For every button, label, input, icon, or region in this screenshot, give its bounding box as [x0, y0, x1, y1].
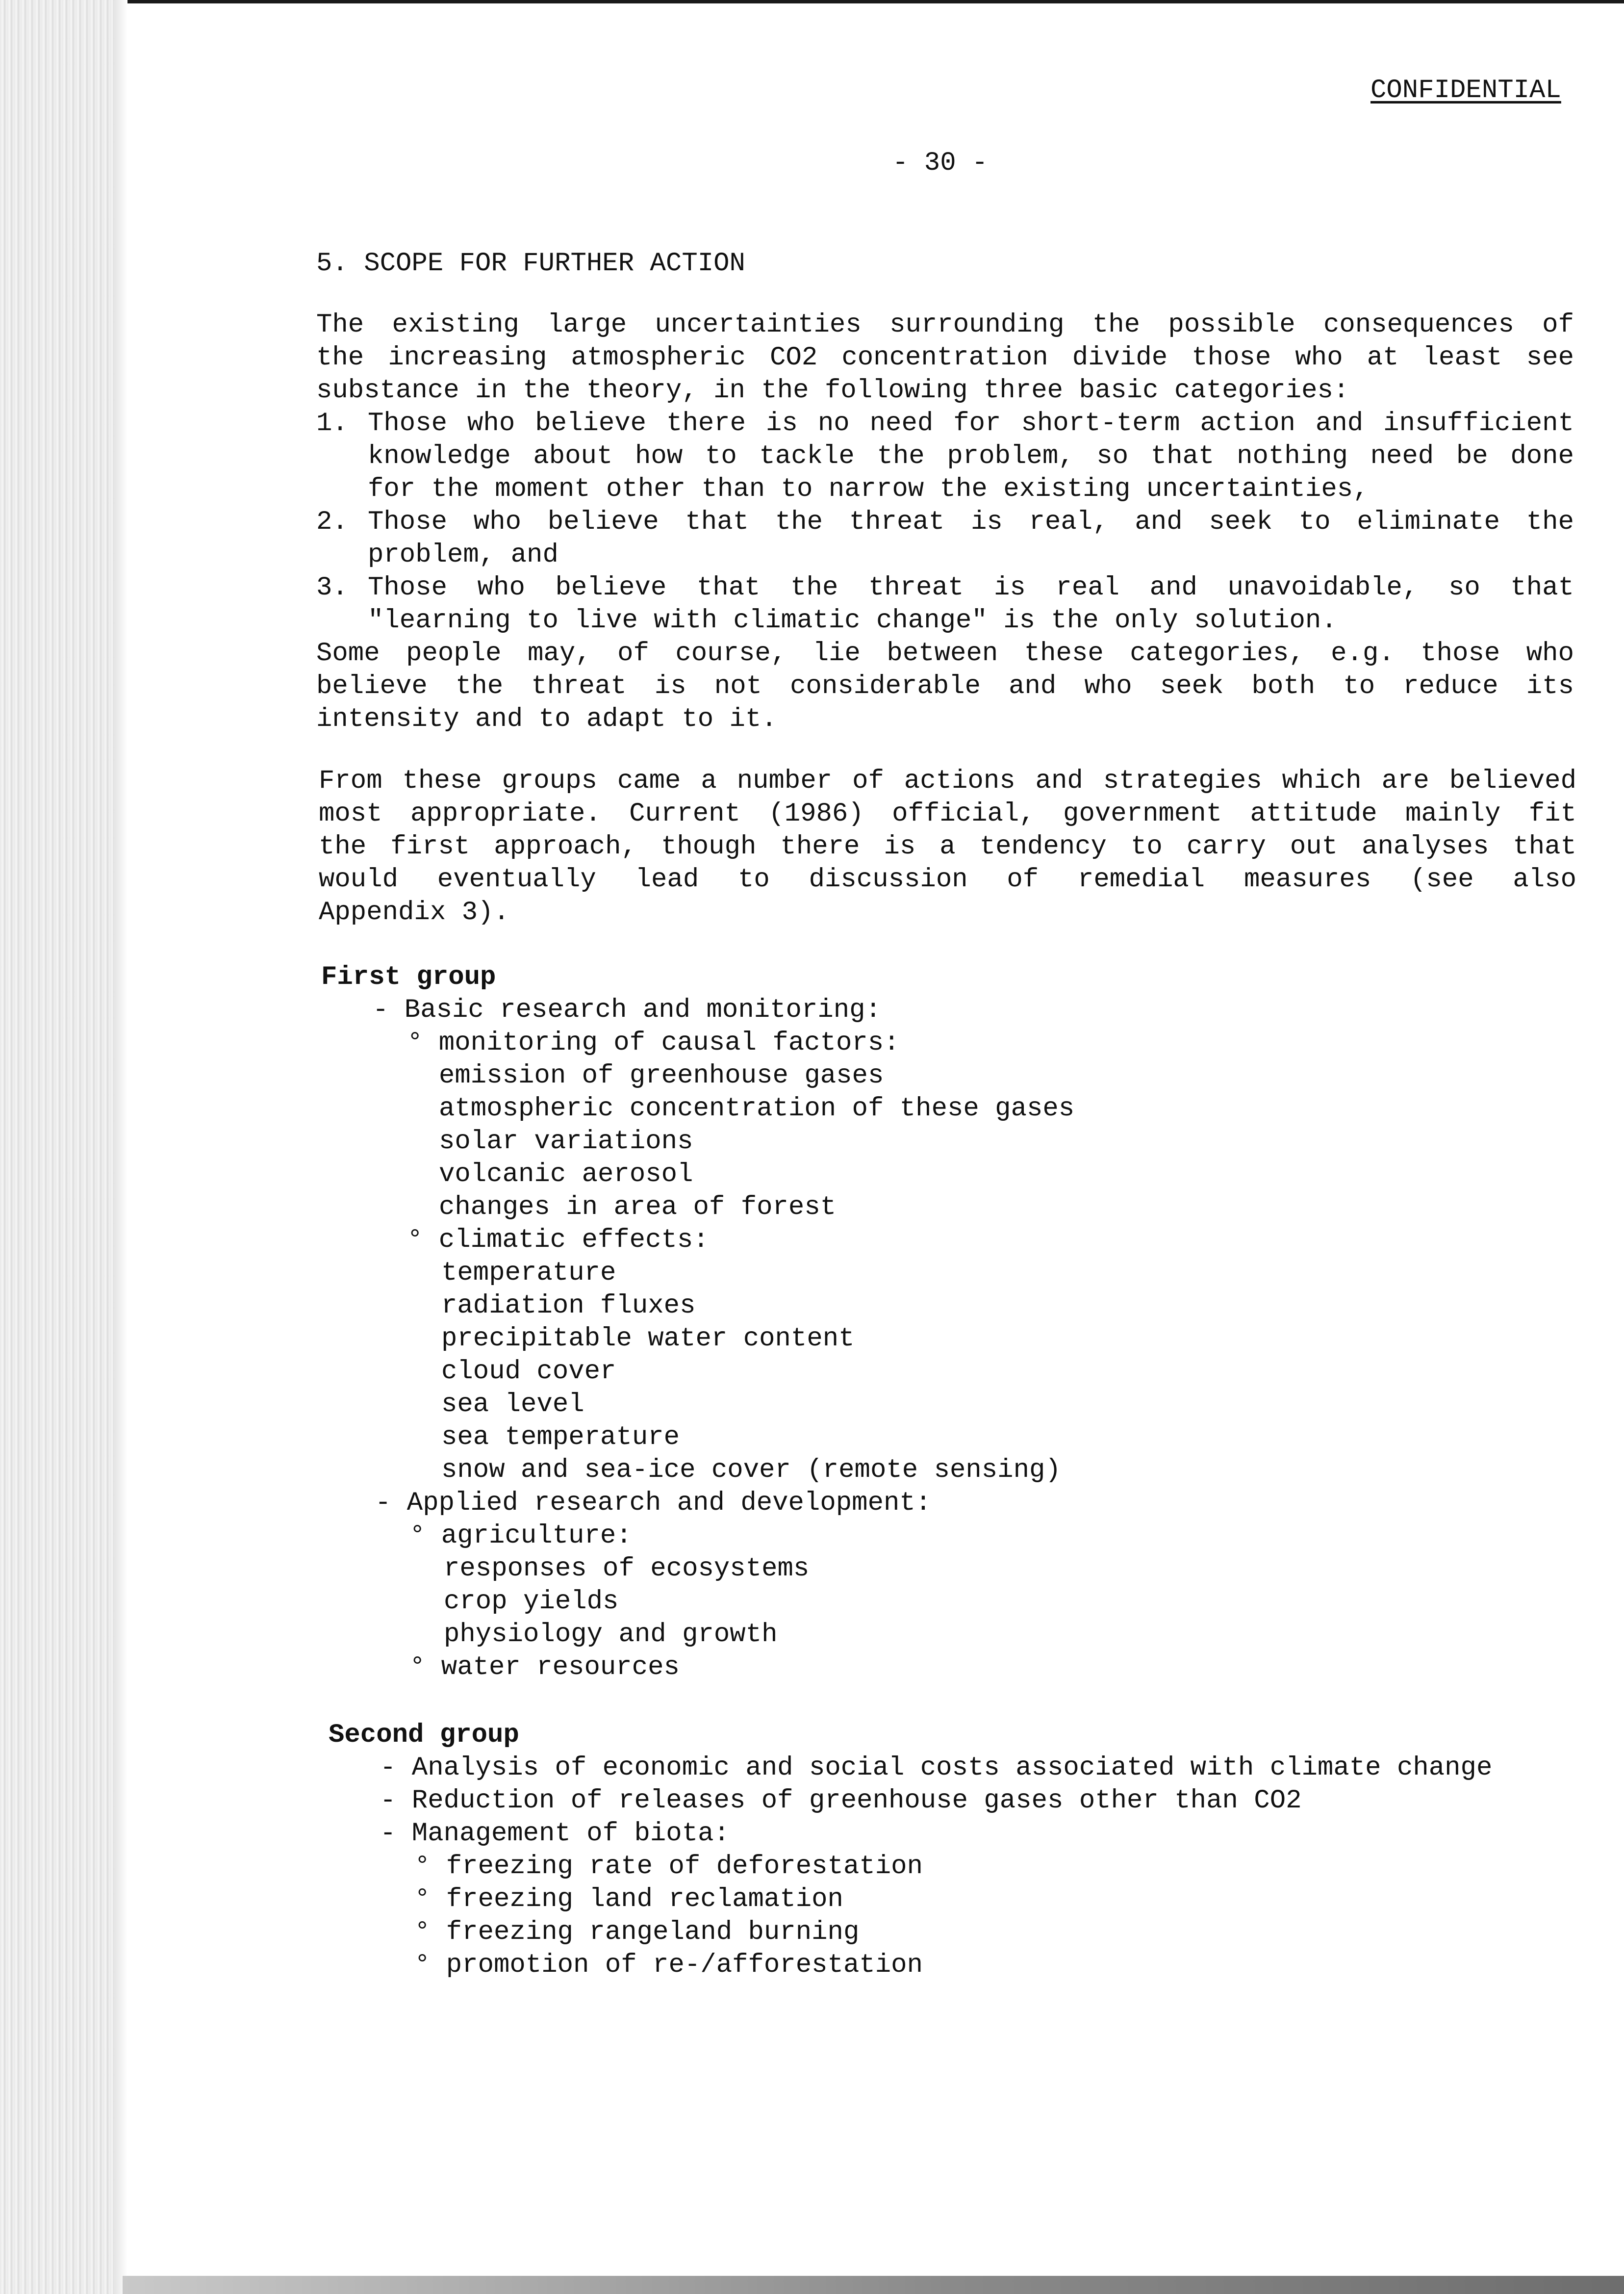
first-group-item: - Basic research and monitoring:	[373, 995, 881, 1025]
first-group-entry: temperature	[441, 1258, 616, 1288]
category-line: Those who believe that the threat is real and unavoidable, so that	[368, 573, 1574, 603]
first-group-entry: radiation fluxes	[441, 1291, 696, 1321]
first-group-subitem: ° monitoring of causal factors:	[407, 1028, 900, 1058]
page-number: - 30 -	[892, 148, 988, 178]
intermediate-line: intensity and to adapt to it.	[316, 704, 777, 734]
second-group-item: - Management of biota:	[380, 1819, 730, 1849]
first-group-entry: precipitable water content	[441, 1324, 855, 1354]
binding-shadow	[113, 0, 127, 2294]
intro-line: substance in the theory, in the following three basic categories:	[316, 376, 1349, 406]
first-group-subitem: ° water resources	[409, 1652, 680, 1682]
page-bottom-edge	[123, 2276, 1624, 2294]
confidential-label: CONFIDENTIAL	[1370, 76, 1561, 105]
strategies-line: Appendix 3).	[319, 898, 509, 928]
second-group-item: - Reduction of releases of greenhouse gases other than CO2	[380, 1786, 1302, 1816]
first-group-entry: emission of greenhouse gases	[439, 1061, 884, 1091]
first-group-item: - Applied research and development:	[375, 1488, 932, 1518]
first-group-entry: atmospheric concentration of these gases	[439, 1094, 1075, 1124]
category-line: for the moment other than to narrow the existing uncertainties,	[368, 474, 1369, 504]
category-line: Those who believe there is no need for short-term action and insufficient	[368, 409, 1574, 438]
category-line: Those who believe that the threat is real, and seek to eliminate the	[368, 507, 1574, 537]
first-group-entry: physiology and growth	[444, 1620, 778, 1650]
first-group-entry: cloud cover	[441, 1357, 616, 1387]
strategies-line: the first approach, though there is a tendency to carry out analyses that	[319, 832, 1576, 862]
category-line: "learning to live with climatic change" is the only solution.	[368, 606, 1337, 636]
page-binding-edge	[0, 0, 113, 2294]
first-group-entry: solar variations	[439, 1127, 693, 1157]
first-group-entry: sea temperature	[441, 1422, 680, 1452]
intro-line: the increasing atmospheric CO2 concentration divide those who at least see	[316, 343, 1574, 373]
section-title: 5. SCOPE FOR FURTHER ACTION	[316, 249, 745, 279]
second-group-title: Second group	[329, 1720, 519, 1750]
category-line: knowledge about how to tackle the problem, so that nothing need be done	[368, 441, 1574, 471]
intermediate-line: believe the threat is not considerable and who seek both to reduce its	[316, 671, 1574, 701]
page-top-edge	[0, 0, 1624, 3]
category-number: 3.	[316, 573, 348, 603]
biota-item: ° promotion of re-/afforestation	[414, 1950, 923, 1980]
first-group-subitem: ° climatic effects:	[407, 1225, 709, 1255]
first-group-title: First group	[321, 962, 496, 992]
category-number: 1.	[316, 409, 348, 438]
second-group-item: - Analysis of economic and social costs associated with climate change	[380, 1753, 1493, 1783]
category-number: 2.	[316, 507, 348, 537]
first-group-subitem: ° agriculture:	[409, 1521, 632, 1551]
biota-item: ° freezing rate of deforestation	[414, 1852, 923, 1882]
first-group-entry: snow and sea-ice cover (remote sensing)	[441, 1455, 1061, 1485]
category-line: problem, and	[368, 540, 558, 570]
first-group-entry: crop yields	[444, 1587, 619, 1617]
intermediate-line: Some people may, of course, lie between these categories, e.g. those who	[316, 639, 1574, 669]
first-group-entry: volcanic aerosol	[439, 1160, 693, 1189]
strategies-line: would eventually lead to discussion of remedial measures (see also	[319, 865, 1576, 895]
intro-line: The existing large uncertainties surrounding the possible consequences of	[316, 310, 1574, 340]
biota-item: ° freezing rangeland burning	[414, 1917, 860, 1947]
first-group-entry: sea level	[441, 1390, 584, 1419]
biota-item: ° freezing land reclamation	[414, 1884, 843, 1914]
strategies-line: From these groups came a number of actions and strategies which are believed	[319, 766, 1576, 796]
first-group-entry: changes in area of forest	[439, 1192, 837, 1222]
strategies-line: most appropriate. Current (1986) official, government attitude mainly fit	[319, 799, 1576, 829]
first-group-entry: responses of ecosystems	[444, 1554, 810, 1584]
